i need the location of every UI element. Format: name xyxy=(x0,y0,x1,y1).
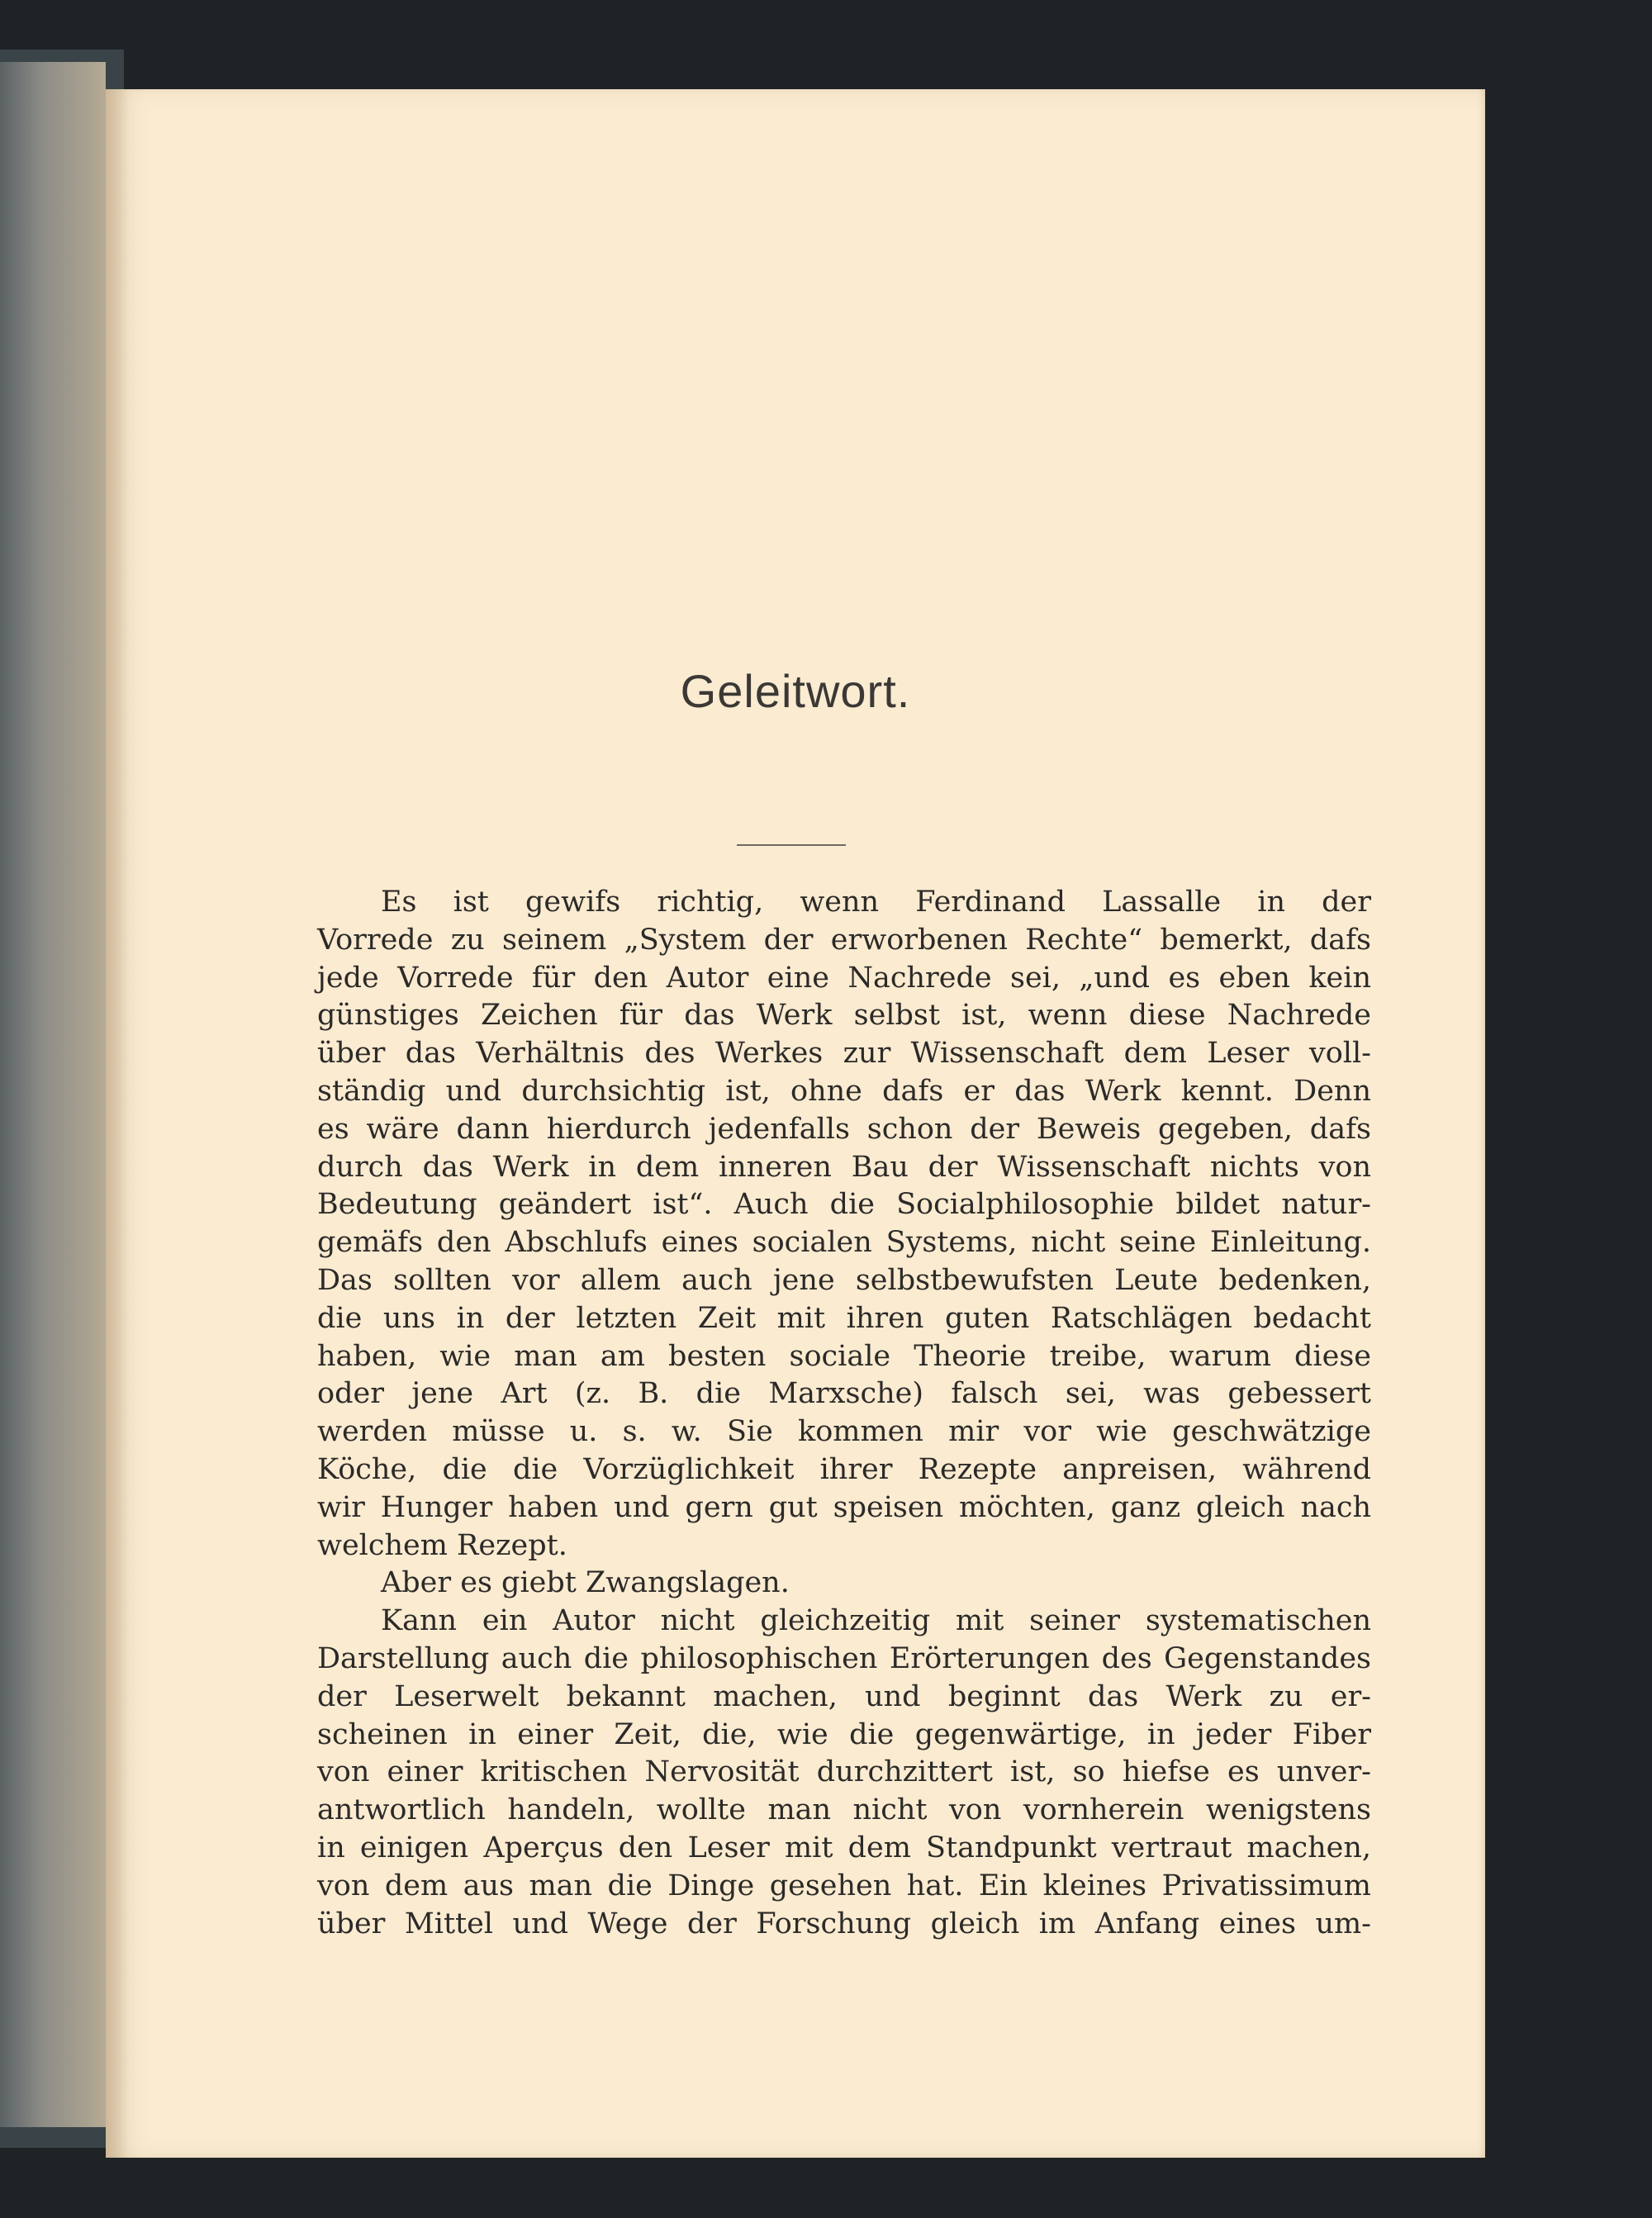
text-line: günstiges Zeichen für das Werk selbst ist, wenn diese Nachrede xyxy=(317,999,1371,1033)
book-page xyxy=(106,89,1485,2158)
text-line: welchem Rezept. xyxy=(317,1528,567,1562)
text-line: haben, wie man am besten sociale Theorie treibe, warum diese xyxy=(317,1339,1371,1373)
text-line: von dem aus man die Dinge gesehen hat. Ein kleines Privatissimum xyxy=(317,1869,1371,1902)
text-line: scheinen in einer Zeit, die, wie die gegenwärtige, in jeder Fiber xyxy=(317,1717,1371,1751)
page-heading: Geleitwort. xyxy=(680,665,911,717)
text-line: in einigen Aperçus den Leser mit dem Standpunkt vertraut machen, xyxy=(317,1831,1371,1864)
text-line: Vorrede zu seinem „System der erworbenen Rechte“ bemerkt, dafs xyxy=(317,923,1371,957)
text-line: Darstellung auch die philosophischen Erörterungen des Gegenstandes xyxy=(317,1641,1371,1675)
text-line: Es ist gewifs richtig, wenn Ferdinand Lassalle in der xyxy=(381,886,1371,919)
text-line: ständig und durchsichtig ist, ohne dafs er das Werk kennt. Denn xyxy=(317,1074,1371,1108)
text-line: Bedeutung geändert ist“. Auch die Socialphilosophie bildet natur- xyxy=(317,1188,1371,1222)
heading-divider xyxy=(737,844,846,846)
text-line: werden müsse u. s. w. Sie kommen mir vor wie geschwätzige xyxy=(317,1415,1371,1449)
text-line: durch das Werk in dem inneren Bau der Wissenschaft nichts von xyxy=(317,1150,1371,1184)
text-line: Das sollten vor allem auch jene selbstbewufsten Leute bedenken, xyxy=(317,1263,1371,1297)
text-line: antwortlich handeln, wollte man nicht von vornherein wenigstens xyxy=(317,1793,1371,1827)
text-line: oder jene Art (z. B. die Marxsche) falsch sei, was gebessert xyxy=(317,1377,1371,1411)
text-line: jede Vorrede für den Autor eine Nachrede sei, „und es eben kein xyxy=(317,961,1371,995)
text-line: von einer kritischen Nervosität durchzittert ist, so hiefse es unver- xyxy=(317,1755,1371,1789)
text-line: es wäre dann hierdurch jedenfalls schon der Beweis gegeben, dafs xyxy=(317,1112,1371,1146)
text-line: Köche, die die Vorzüglichkeit ihrer Rezepte anpreisen, während xyxy=(317,1452,1371,1486)
text-line: wir Hunger haben und gern gut speisen möchten, ganz gleich nach xyxy=(317,1490,1371,1524)
text-line: über das Verhältnis des Werkes zur Wissenschaft dem Leser voll- xyxy=(317,1037,1371,1071)
text-line: gemäfs den Abschlufs eines socialen Systems, nicht seine Einleitung. xyxy=(317,1226,1371,1260)
page-gutter xyxy=(106,89,129,2158)
text-line: die uns in der letzten Zeit mit ihren guten Ratschlägen bedacht xyxy=(317,1301,1371,1335)
text-line: über Mittel und Wege der Forschung gleich im Anfang eines um- xyxy=(317,1907,1371,1940)
text-line: Aber es giebt Zwangslagen. xyxy=(381,1566,790,1600)
text-line: Kann ein Autor nicht gleichzeitig mit seiner systematischen xyxy=(381,1604,1371,1638)
book-binding-edge xyxy=(0,62,106,2127)
body-text xyxy=(317,884,1371,1943)
text-line: der Leserwelt bekannt machen, und beginnt das Werk zu er- xyxy=(317,1679,1371,1713)
